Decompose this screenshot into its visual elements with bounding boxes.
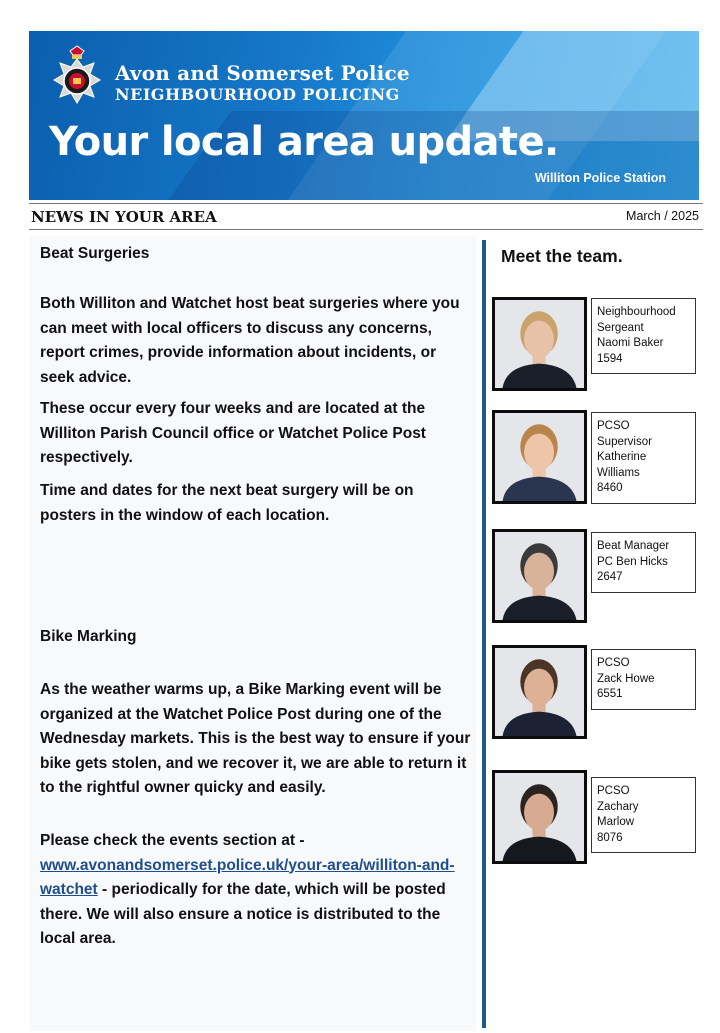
station-name: Williton Police Station <box>534 171 666 185</box>
team-member-line: PC Ben Hicks <box>597 555 668 568</box>
team-member-card <box>591 298 696 374</box>
article-paragraph: As the weather warms up, a Bike Marking event will be organized at the Watchet Police Post during one of the Wednesday markets. This is the best way to ensure if your bike gets stolen, and we recover it, we are able to return it to the rightful owner quicky and easily. <box>40 681 471 796</box>
team-member-card <box>591 532 696 593</box>
team-member-line: 8076 <box>597 831 623 844</box>
divider <box>29 229 703 230</box>
team-member-line: Neighbourhood <box>597 306 676 318</box>
team-member-line: Naomi Baker <box>597 337 664 349</box>
article-heading: Bike Marking <box>40 628 137 645</box>
portrait-icon <box>495 532 584 620</box>
team-member-line: 1594 <box>597 352 623 365</box>
article-paragraph: Both Williton and Watchet host beat surgeries where you can meet with local officers to discuss any concerns, report crimes, provide information about incidents, or seek advice. <box>40 295 460 386</box>
divider <box>29 203 703 204</box>
team-member-line: Katherine <box>597 451 647 463</box>
article-heading: Beat Surgeries <box>40 245 150 262</box>
team-photo <box>492 770 587 864</box>
team-member-line: PCSO <box>597 420 630 432</box>
article-paragraph <box>40 829 472 952</box>
section-title: NEWS IN YOUR AREA <box>31 208 217 226</box>
team-photo <box>492 645 587 739</box>
team-member-line: Zack Howe <box>597 672 655 685</box>
team-member-line: Zachary <box>597 800 639 813</box>
page-title: Your local area update. <box>49 119 559 165</box>
team-photo <box>492 529 587 623</box>
team-member-line: Beat Manager <box>597 540 670 552</box>
team-member-card <box>591 412 696 504</box>
paragraph-text: - periodically for the date, which will be posted there. We will also ensure a notice is distributed to the local area. <box>40 881 446 947</box>
portrait-icon <box>495 413 584 501</box>
org-name: Avon and Somerset Police <box>115 61 410 85</box>
team-member-line: Williams <box>597 466 640 479</box>
team-member-line: 6551 <box>597 688 623 700</box>
team-member-line: PCSO <box>597 657 630 669</box>
paragraph-text: Please check the events section at - <box>40 832 305 849</box>
article-paragraph: Time and dates for the next beat surgery will be on posters in the window of each location. <box>40 482 414 524</box>
org-subtitle: NEIGHBOURHOOD POLICING <box>115 85 400 104</box>
portrait-icon <box>495 648 584 736</box>
team-photo <box>492 297 587 391</box>
team-member-card <box>591 777 696 853</box>
team-member-line: 8460 <box>597 482 623 494</box>
team-member-line: Marlow <box>597 816 635 828</box>
police-crest-icon <box>50 45 104 107</box>
portrait-icon <box>495 773 584 861</box>
team-title: Meet the team. <box>501 246 623 266</box>
portrait-icon <box>495 300 584 388</box>
team-member-line: Sergeant <box>597 321 644 334</box>
team-member-line: PCSO <box>597 785 630 797</box>
article-paragraph: These occur every four weeks and are located at the Williton Parish Council office or Watchet Police Post respectively. <box>40 400 426 466</box>
events-link[interactable]: www.avonandsomerset.police.uk/your-area/williton-and-watchet <box>40 856 455 898</box>
issue-date: March / 2025 <box>626 209 699 223</box>
team-member-line: 2647 <box>597 571 623 583</box>
team-member-card <box>591 649 696 710</box>
team-photo <box>492 410 587 504</box>
header-banner <box>29 31 699 200</box>
column-divider <box>482 240 486 1028</box>
team-member-line: Supervisor <box>597 435 652 448</box>
